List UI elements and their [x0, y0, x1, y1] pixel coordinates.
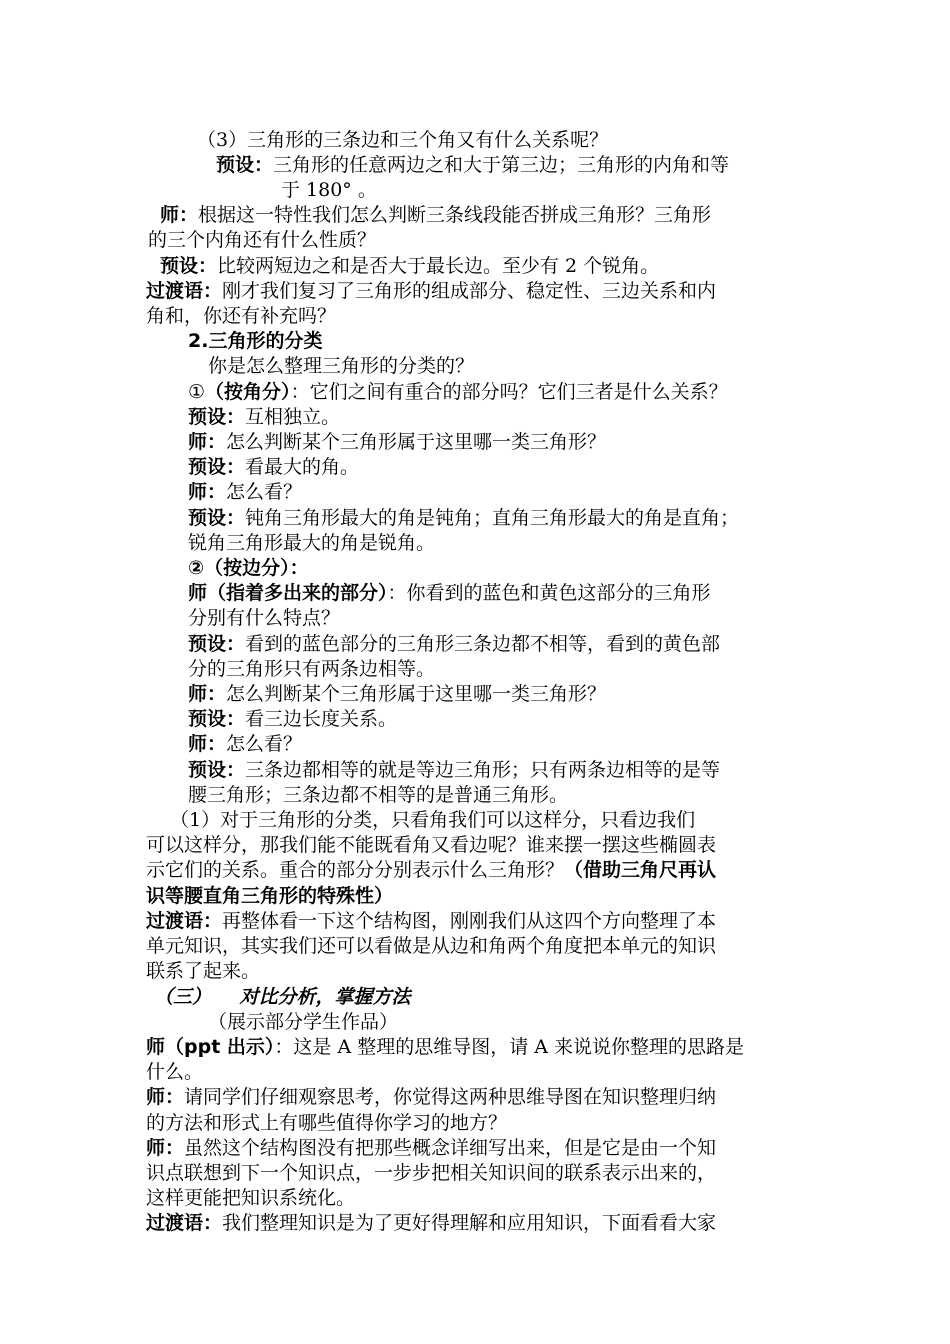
text: 联系了起来。	[146, 960, 261, 982]
bold-text: 过渡语：	[146, 910, 223, 932]
bold-text: 对比分析，掌握方法	[201, 986, 411, 1008]
bold-text: （三）	[154, 986, 202, 1008]
text-line	[146, 1110, 507, 1136]
text-line	[188, 479, 302, 505]
text: 这样更能把知识系统化。	[146, 1187, 356, 1209]
text: ：你看到的蓝色和黄色这部分的三角形	[387, 582, 711, 604]
bold-text: 预设：	[188, 759, 246, 781]
text: 锐角三角形最大的角是锐角。	[188, 532, 436, 554]
bold-text: ②（按边分）：	[188, 557, 309, 579]
text-line	[188, 731, 302, 757]
text: ：这是 A 整理的思维导图，请 A 来说说你整理的思路是	[274, 1036, 745, 1058]
text-line	[160, 253, 659, 279]
text-line	[146, 1210, 716, 1236]
text-line	[146, 1160, 716, 1186]
bold-text: （借助三角尺再认	[564, 859, 717, 881]
text: 怎么看？	[226, 481, 303, 503]
text: 互相独立。	[245, 406, 341, 428]
bold-text: （按角分）	[205, 381, 291, 403]
text-line	[146, 933, 716, 959]
text-line	[197, 127, 608, 153]
text-line	[188, 429, 606, 455]
text-line	[188, 782, 568, 808]
bold-text: 识等腰直角三角形的特殊性）	[146, 885, 394, 907]
text-line	[188, 656, 435, 682]
text-line	[188, 328, 322, 354]
text: 什么。	[146, 1061, 204, 1083]
text-line	[146, 1135, 716, 1161]
bold-text: 师：	[188, 481, 227, 503]
bold-text: 师（ppt 出示）	[146, 1036, 275, 1058]
text-line	[146, 832, 716, 858]
bold-text: 师：	[160, 204, 199, 226]
text-line	[146, 1034, 744, 1060]
text-line	[188, 530, 435, 556]
text: 看到的蓝色部分的三角形三条边都不相等，看到的黄色部	[245, 633, 721, 655]
bold-text: 师：	[188, 431, 227, 453]
bold-text: 过渡语：	[146, 280, 223, 302]
bold-text: 预设：	[188, 708, 246, 730]
text-line	[170, 807, 695, 833]
text-line	[188, 580, 711, 606]
text-line	[188, 505, 739, 531]
text-line	[208, 1009, 398, 1035]
text: 可以这样分，那我们能不能既看角又看边呢？谁来摆一摆这些椭圆表	[146, 834, 717, 856]
bold-text: 师：	[146, 1137, 185, 1159]
text-line	[188, 681, 606, 707]
bold-text: 过渡语：	[146, 1212, 223, 1234]
text: 怎么看？	[226, 733, 303, 755]
text: 我们整理知识是为了更好得理解和应用知识，下面看看大家	[222, 1212, 717, 1234]
text: 腰三角形；三条边都不相等的是普通三角形。	[188, 784, 569, 806]
text-line	[188, 631, 720, 657]
bold-text: 预设：	[188, 507, 246, 529]
text: 示它们的关系。重合的部分分别表示什么三角形？	[146, 859, 565, 881]
text-line	[148, 227, 376, 253]
bold-text: 预设：	[216, 154, 274, 176]
bold-text: 2.三角形的分类	[188, 330, 323, 352]
text-line	[216, 152, 729, 178]
text: 三角形的任意两边之和大于第三边；三角形的内角和等	[273, 154, 730, 176]
text: 请同学们仔细观察思考，你觉得这两种思维导图在知识整理归纳	[184, 1086, 717, 1108]
text: （1）对于三角形的分类，只看角我们可以这样分，只看边我们	[170, 809, 696, 831]
text: 怎么判断某个三角形属于这里哪一类三角形？	[226, 683, 607, 705]
text: 钝角三角形最大的角是钝角；直角三角形最大的角是直角；	[245, 507, 740, 529]
text: 的方法和形式上有哪些值得你学习的地方？	[146, 1112, 508, 1134]
bold-text: 师：	[146, 1086, 185, 1108]
text: 分的三角形只有两条边相等。	[188, 658, 436, 680]
text: 三条边都相等的就是等边三角形；只有两条边相等的是等	[245, 759, 721, 781]
text: 比较两短边之和是否大于最长边。至少有 2 个锐角。	[217, 255, 660, 277]
text: 虽然这个结构图没有把那些概念详细写出来，但是它是由一个知	[184, 1137, 717, 1159]
text-line	[188, 605, 340, 631]
text-line	[188, 555, 309, 581]
bold-text: 师：	[188, 733, 227, 755]
text-line	[188, 404, 340, 430]
text: 分别有什么特点？	[188, 607, 341, 629]
text: 角和，你还有补充吗？	[146, 305, 337, 327]
text-line	[160, 202, 711, 228]
text-line	[146, 1084, 716, 1110]
text: 根据这一特性我们怎么判断三条线段能否拼成三角形？三角形	[198, 204, 712, 226]
text: 再整体看一下这个结构图，刚刚我们从这四个方向整理了本	[222, 910, 717, 932]
bold-text: 师：	[188, 683, 227, 705]
text: 怎么判断某个三角形属于这里哪一类三角形？	[226, 431, 607, 453]
text-line	[281, 177, 377, 203]
text: 刚才我们复习了三角形的组成部分、稳定性、三边关系和内	[222, 280, 717, 302]
text: 你是怎么整理三角形的分类的？	[208, 355, 475, 377]
bold-text: 预设：	[188, 406, 246, 428]
text: 于 180° 。	[281, 179, 377, 201]
text-line	[188, 379, 728, 405]
bold-text: 预设：	[188, 456, 246, 478]
text: （展示部分学生作品）	[208, 1011, 399, 1033]
text: 单元知识，其实我们还可以看做是从边和角两个角度把本单元的知识	[146, 935, 717, 957]
text-line	[146, 908, 716, 934]
text-line	[188, 454, 359, 480]
text: （3）三角形的三条边和三个角又有什么关系呢？	[197, 129, 609, 151]
text: ①	[188, 381, 206, 403]
text-line	[146, 857, 716, 883]
text: 看最大的角。	[245, 456, 360, 478]
text-line	[188, 706, 397, 732]
text-line	[146, 1185, 355, 1211]
text: 的三个内角还有什么性质？	[148, 229, 377, 251]
text-line	[188, 757, 720, 783]
text-line	[146, 1059, 203, 1085]
bold-text: 师（指着多出来的部分）	[188, 582, 388, 604]
bold-text: 预设：	[160, 255, 218, 277]
bold-text: 预设：	[188, 633, 246, 655]
text-line	[146, 958, 260, 984]
text-line	[208, 353, 474, 379]
text: 识点联想到下一个知识点，一步步把相关知识间的联系表示出来的，	[146, 1162, 717, 1184]
text: ：它们之间有重合的部分吗？它们三者是什么关系？	[290, 381, 728, 403]
text: 看三边长度关系。	[245, 708, 398, 730]
text-line	[146, 303, 336, 329]
text-line	[146, 883, 393, 909]
text-line	[146, 278, 716, 304]
text-line	[154, 984, 411, 1010]
